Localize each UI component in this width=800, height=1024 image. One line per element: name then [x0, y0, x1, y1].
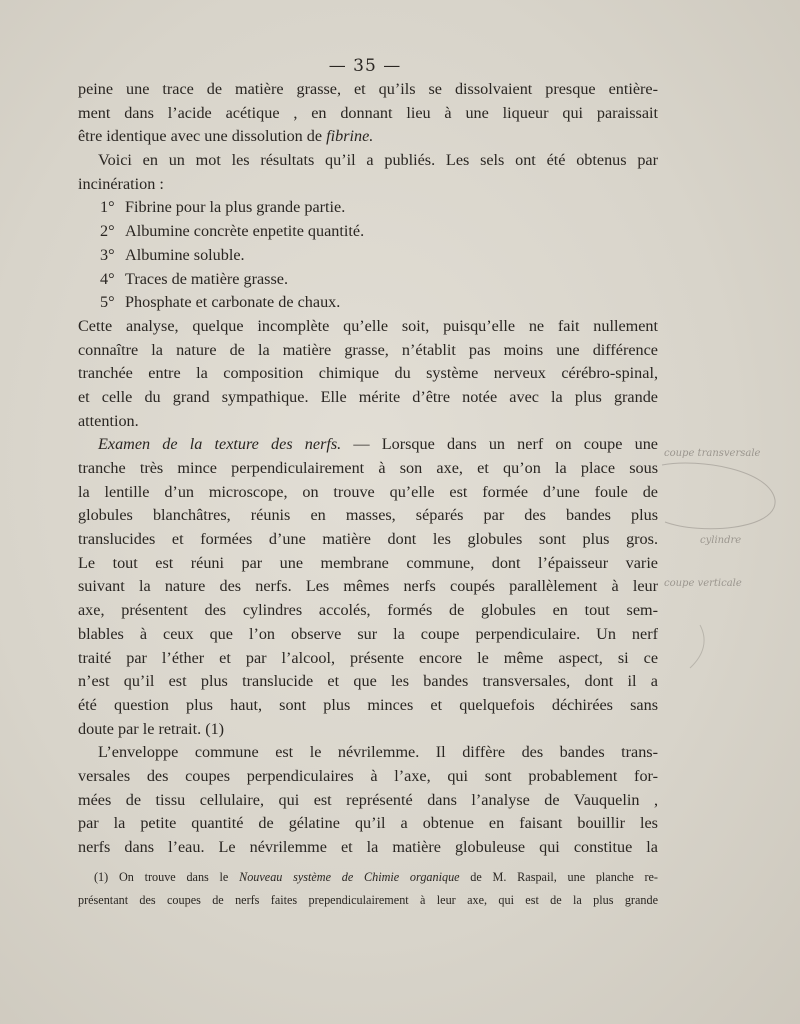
text-line: Voici en un mot les résultats qu’il a publiés. Les sels ont été obtenus par — [98, 151, 658, 170]
list-text: Albumine soluble. — [125, 245, 245, 264]
text-line: Le tout est réuni par une membrane commune, dont l’épaisseur varie — [78, 553, 658, 572]
page-number: — 35 — — [328, 56, 402, 76]
footnote-text: de M. Raspail, une planche re- — [459, 870, 658, 884]
text-line: doute par le retrait. (1) — [78, 719, 225, 738]
list-item — [78, 196, 658, 220]
list-text: Albumine concrète enpetite quantité. — [125, 222, 365, 241]
text-line: incinération : — [78, 174, 164, 193]
text-line — [78, 125, 658, 149]
body-text — [78, 78, 658, 860]
text-line: axe, présentent des cylindres accolés, formés de globules en tout sem- — [78, 601, 658, 620]
list-number: 1° — [100, 198, 115, 217]
text-line: par la petite quantité de gélatine qu’il a obtenue en faisant bouillir les — [78, 814, 658, 833]
text-line: translucides et formées d’une matière dont les globules sont plus gros. — [78, 530, 658, 549]
text-line: n’est qu’il est plus translucide et que les bandes transversales, dont il a — [78, 672, 658, 691]
footnote-line — [78, 866, 658, 889]
list-text: Fibrine pour la plus grande partie. — [125, 198, 346, 217]
text-line: L’enveloppe commune est le névrilemme. Il diffère des bandes trans- — [98, 743, 658, 762]
text-line: tranchée entre la composition chimique du système nerveux cérébro-spinal, — [78, 364, 658, 383]
footnote-line: présentant des coupes de nerfs faites prependiculairement à leur axe, qui est de la plus grande — [78, 893, 658, 907]
text-line: connaître la nature de la matière grasse, n’établit pas moins une différence — [78, 340, 658, 359]
text-line: et celle du grand sympathique. Elle mérite d’être notée avec la plus grande — [78, 387, 658, 406]
list-item — [78, 220, 658, 244]
list-item — [78, 291, 658, 315]
text-line: Cette analyse, quelque incomplète qu’elle soit, puisqu’elle ne fait nullement — [78, 316, 658, 335]
text-line: la lentille d’un microscope, on trouve qu’elle est formée d’une foule de — [78, 482, 658, 501]
list-number: 2° — [100, 222, 115, 241]
text-line: versales des coupes perpendiculaires à l’axe, qui sont probablement for- — [78, 766, 658, 785]
text-line: ment dans l’acide acétique , en donnant lieu à une liqueur qui paraissait — [78, 103, 658, 122]
pencil-marks — [660, 430, 800, 680]
list-number: 4° — [100, 269, 115, 288]
text-line: traité par l’éther et par l’alcool, présente encore le même aspect, si ce — [78, 648, 658, 667]
text-fragment: — Lorsque dans un nerf on coupe une — [341, 435, 658, 454]
pencil-annotations — [660, 430, 800, 680]
fibrine-emphasis: fibrine. — [326, 127, 374, 146]
margin-note: coupe verticale — [664, 578, 742, 589]
text-line: suivant la nature des nerfs. Les mêmes nerfs coupés parallèlement à leur — [78, 577, 658, 596]
list-number: 5° — [100, 293, 115, 312]
section-heading: Examen de la texture des nerfs. — [98, 435, 342, 454]
footnote-book-title: Nouveau système de Chimie organique — [239, 870, 460, 884]
list-text: Phosphate et carbonate de chaux. — [125, 293, 341, 312]
list-text: Traces de matière grasse. — [125, 269, 289, 288]
footnote — [78, 866, 658, 912]
list-item — [78, 268, 658, 292]
text-line: été question plus haut, sont plus minces et quelquefois déchirées sans — [78, 695, 658, 714]
text-line: tranche très mince perpendiculairement à son axe, et qu’on la place sous — [78, 459, 658, 477]
footnote-text: On trouve dans le — [118, 870, 240, 884]
text-line: globules blanchâtres, réunis en masses, séparés par des bandes plus — [78, 506, 658, 525]
text-fragment: être identique avec une dissolution de — [78, 127, 327, 146]
text-line — [78, 433, 658, 457]
list-item — [78, 244, 658, 268]
footnote-marker: (1) — [94, 870, 109, 884]
text-line: blables à ceux que l’on observe sur la coupe perpendiculaire. Un nerf — [78, 624, 658, 643]
list-number: 3° — [100, 245, 115, 264]
margin-note: coupe transversale — [664, 448, 761, 459]
text-line: nerfs dans l’eau. Le névrilemme et la matière globuleuse qui constitue la — [78, 838, 658, 856]
text-line: peine une trace de matière grasse, et qu’ils se dissolvaient presque entière- — [78, 80, 658, 98]
text-line: attention. — [78, 411, 139, 430]
text-line: mées de tissu cellulaire, qui est représenté dans l’analyse de Vauquelin , — [78, 790, 658, 809]
margin-note: cylindre — [700, 535, 742, 546]
